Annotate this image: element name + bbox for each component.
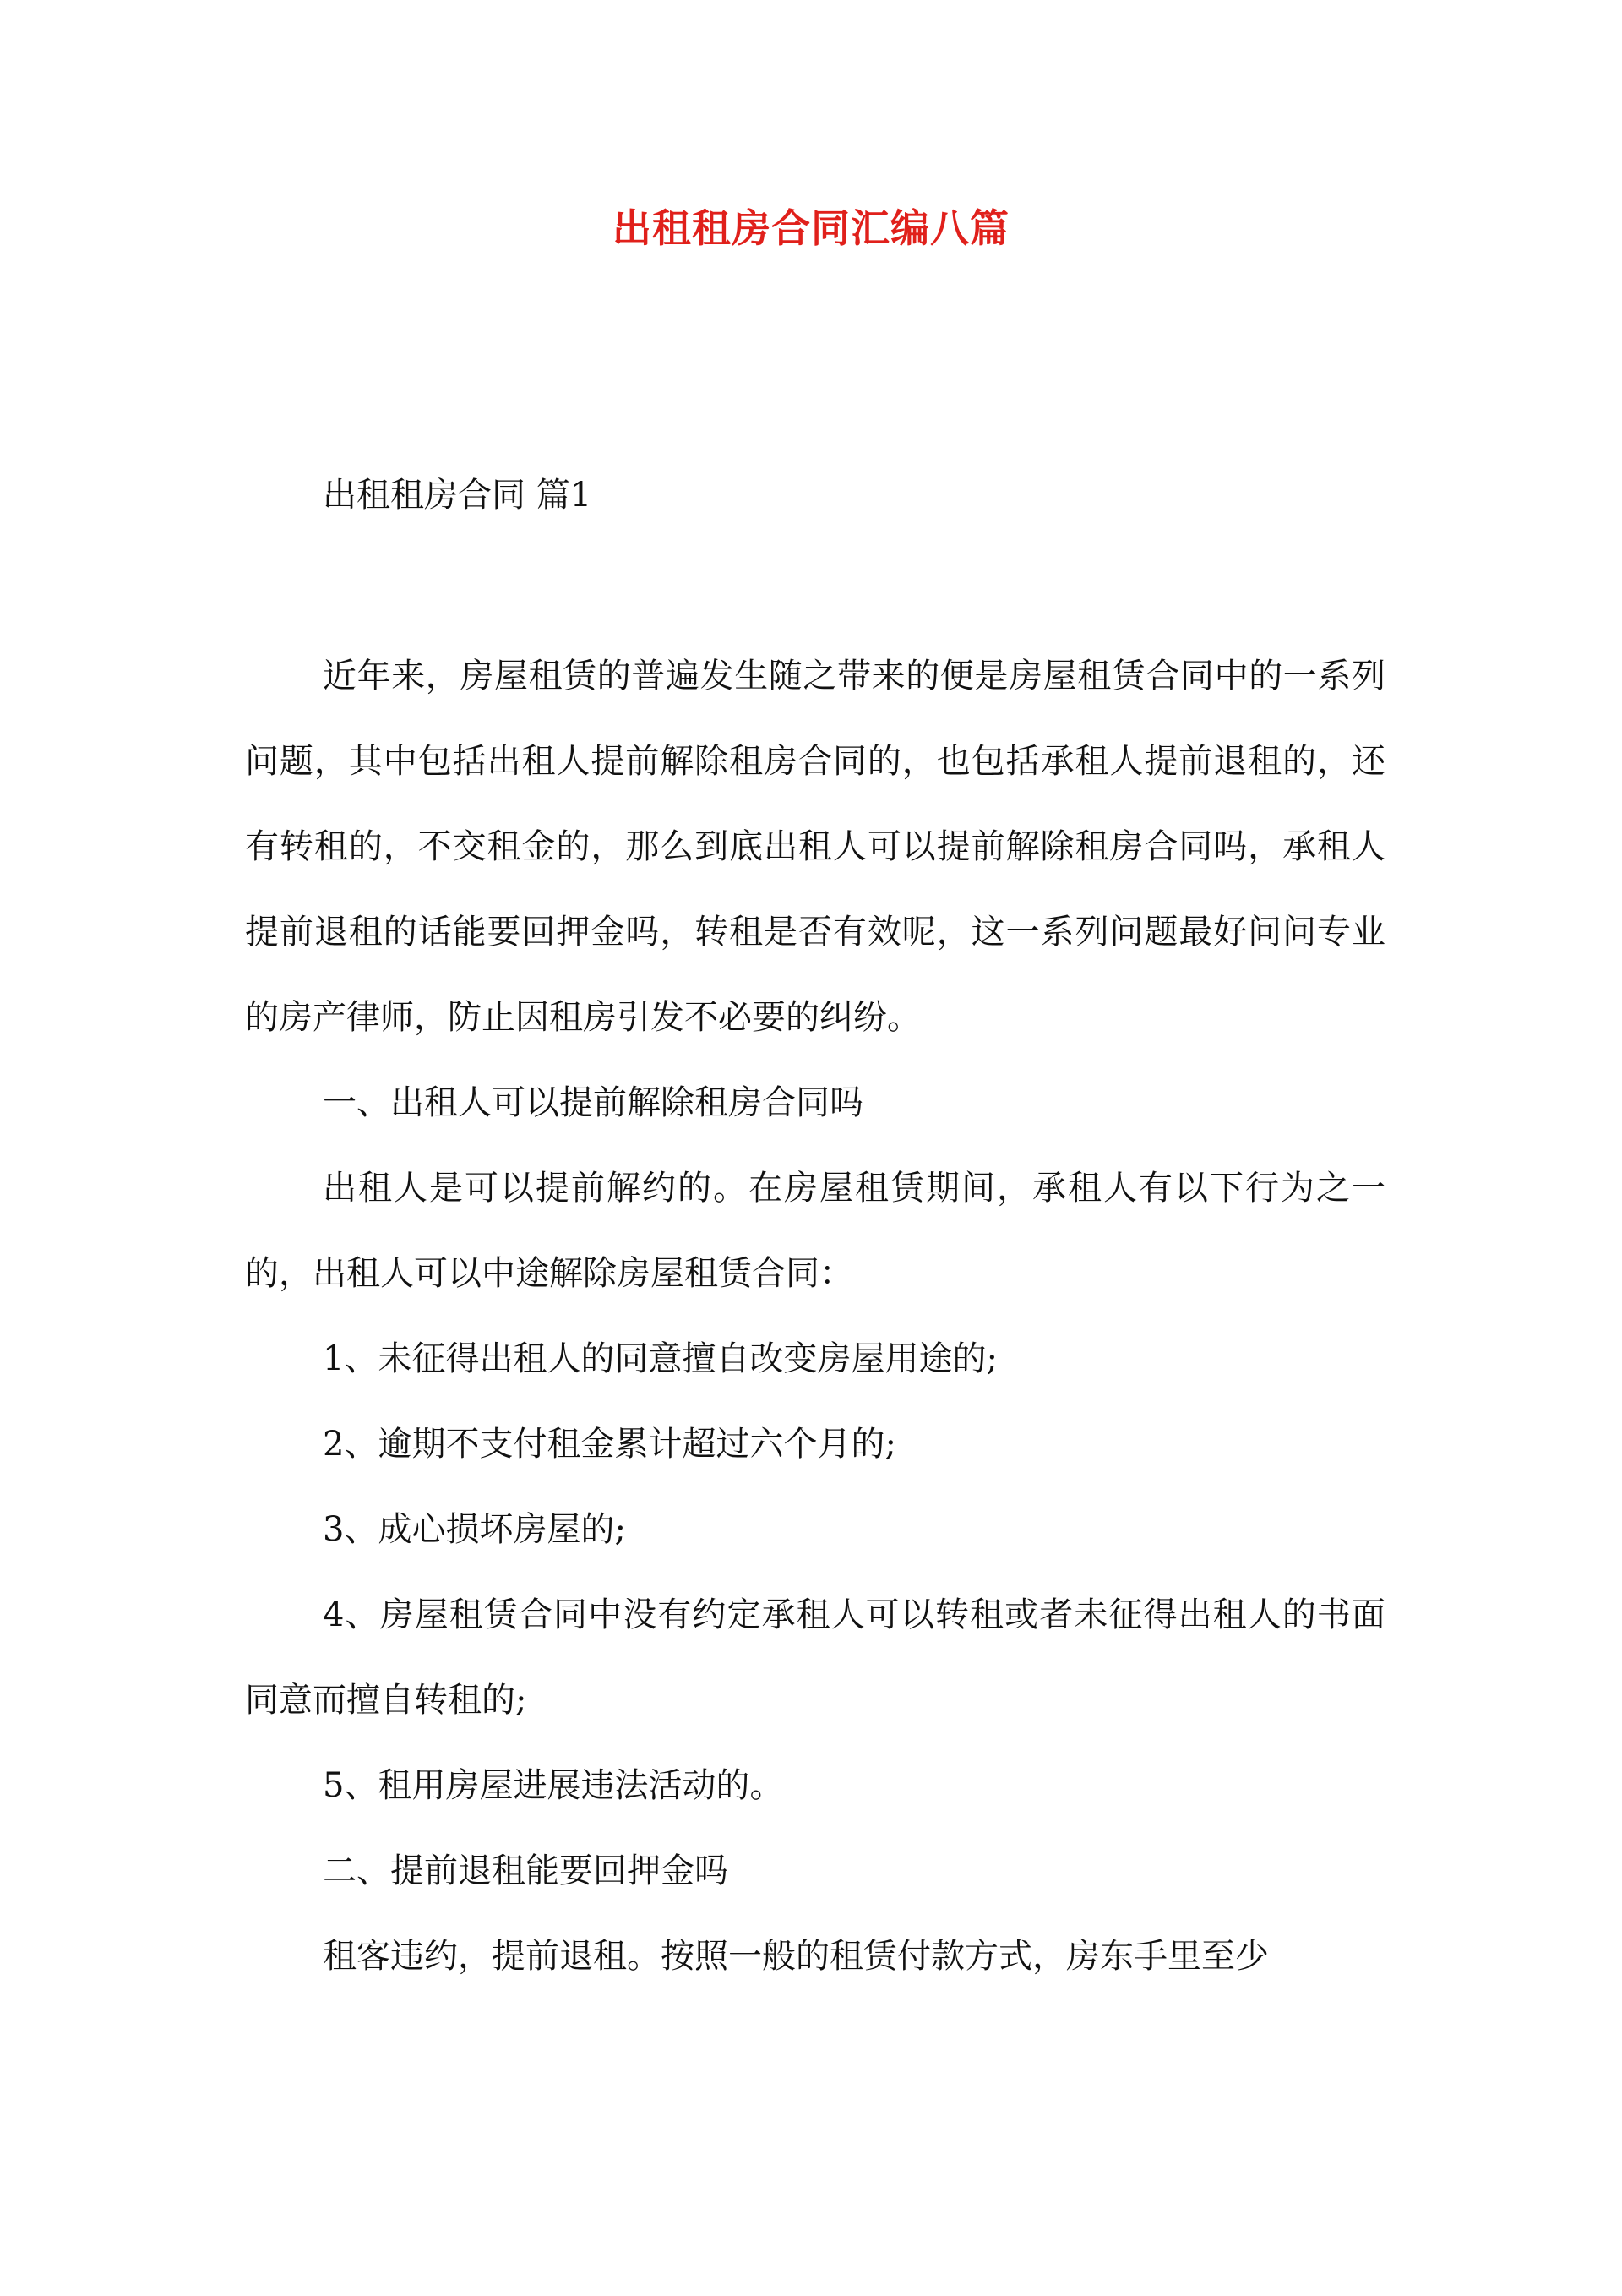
- list-item-1: 1、未征得出租人的同意擅自改变房屋用途的;: [323, 1339, 998, 1378]
- section-heading: 出租租房合同 篇1: [323, 476, 592, 515]
- list-item-5: 5、租用房屋进展违法活动的。: [323, 1766, 784, 1805]
- list-item-3: 3、成心损坏房屋的;: [323, 1510, 626, 1549]
- list-item-4: 4、房屋租赁合同中没有约定承租人可以转租或者未征得出租人的书面同意而擅自转租的;: [245, 1595, 1385, 1720]
- heading-deposit: 二、提前退租能要回押金吗: [323, 1852, 728, 1890]
- document-title: 出租租房合同汇编八篇: [612, 205, 1010, 251]
- paragraph-landlord-termination: 出租人是可以提前解约的。在房屋租赁期间，承租人有以下行为之一的，出租人可以中途解除房屋租赁合同：: [245, 1169, 1385, 1293]
- document-body: [245, 634, 1385, 1999]
- paragraph-deposit: 租客违约，提前退租。按照一般的租赁付款方式，房东手里至少: [323, 1937, 1269, 1976]
- heading-landlord-termination: 一、出租人可以提前解除租房合同吗: [323, 1083, 863, 1122]
- list-item-2: 2、逾期不支付租金累计超过六个月的;: [323, 1425, 896, 1464]
- paragraph-intro: 近年来，房屋租赁的普遍发生随之带来的便是房屋租赁合同中的一系列问题，其中包括出租人提前解除租房合同的，也包括承租人提前退租的，还有转租的，不交租金的，那么到底出租人可以提前解除租房合同吗，承租人提前退租的话能要回押金吗，转租是否有效呢，这一系列问题最好问问专业的房产律师，防止因租房引发不必要的纠纷。: [245, 657, 1385, 1037]
